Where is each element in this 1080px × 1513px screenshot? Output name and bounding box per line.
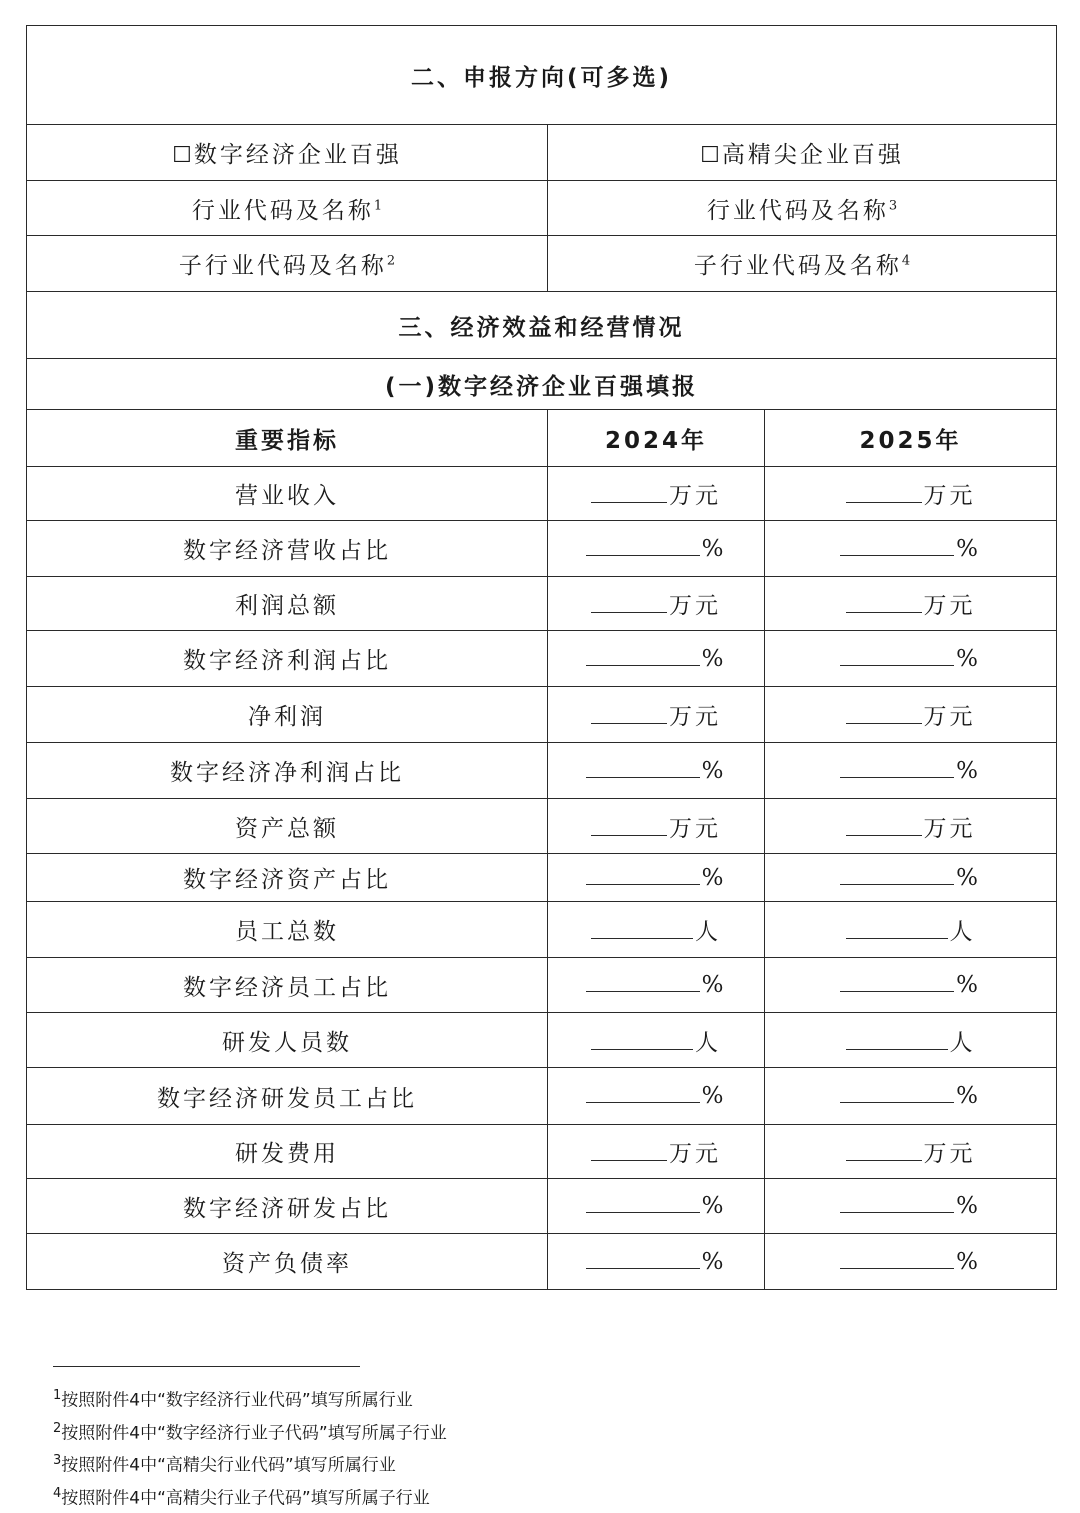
footnote-number: 3 (53, 1453, 62, 1469)
option-high-tech-label: 高精尖企业百强 (721, 142, 904, 168)
checkbox-icon[interactable]: ☐ (700, 143, 720, 168)
blank-underline[interactable] (840, 1250, 954, 1269)
fill-blank[interactable] (840, 758, 981, 784)
unit-label: % (701, 864, 727, 891)
blank-underline[interactable] (840, 1194, 954, 1213)
application-form-table (26, 25, 1057, 1290)
fill-blank[interactable] (840, 1083, 981, 1109)
blank-underline[interactable] (846, 705, 922, 724)
indicator-row (27, 631, 1057, 687)
unit-label: % (701, 1248, 727, 1275)
indicator-row (27, 687, 1057, 743)
header-indicator: 重要指标 (27, 410, 548, 467)
footnote-number: 4 (53, 1485, 62, 1501)
fill-blank[interactable] (591, 477, 721, 510)
footnotes (53, 1382, 447, 1513)
blank-underline[interactable] (586, 866, 700, 885)
option-high-tech-top100[interactable] (548, 125, 1057, 181)
value-field-2025[interactable] (765, 958, 1057, 1013)
value-field-2025[interactable] (765, 467, 1057, 521)
fill-blank[interactable] (591, 587, 721, 620)
value-field-2025[interactable] (765, 521, 1057, 577)
unit-label: % (956, 1248, 981, 1275)
section3-title: 三、经济效益和经营情况 (27, 292, 1057, 359)
blank-underline[interactable] (840, 973, 954, 992)
unit-label: 万元 (923, 704, 976, 730)
fill-blank[interactable] (586, 1083, 727, 1109)
fill-blank[interactable] (591, 1135, 721, 1168)
value-field-2024[interactable] (548, 1179, 765, 1234)
value-field-2024[interactable] (548, 1068, 765, 1125)
fill-blank[interactable] (840, 1193, 981, 1219)
unit-label: % (701, 1193, 727, 1219)
indicator-row (27, 743, 1057, 799)
sub-industry-code-label: 子行业代码及名称 (693, 253, 902, 279)
blank-underline[interactable] (586, 759, 700, 778)
blank-underline[interactable] (586, 1084, 700, 1103)
value-field-2025[interactable] (765, 687, 1057, 743)
blank-underline[interactable] (586, 973, 700, 992)
unit-label: % (956, 1083, 981, 1109)
blank-underline[interactable] (846, 1031, 948, 1050)
value-field-2024[interactable] (548, 577, 765, 631)
fill-blank[interactable] (840, 865, 981, 891)
unit-label: 万元 (923, 1141, 976, 1167)
fill-blank[interactable] (840, 646, 981, 672)
blank-underline[interactable] (586, 1250, 700, 1269)
industry-code-field-left[interactable] (27, 181, 548, 236)
indicator-label: 研发人员数 (27, 1013, 548, 1068)
unit-label: 万元 (923, 815, 976, 842)
footnote-item (53, 1447, 447, 1480)
value-field-2024[interactable] (548, 631, 765, 687)
footnote-ref: 2 (386, 253, 396, 269)
indicator-row (27, 854, 1057, 902)
footnote-ref: 4 (901, 253, 911, 269)
indicator-header-row (27, 410, 1057, 467)
sub-industry-code-row (27, 236, 1057, 292)
unit-label: 万元 (669, 1141, 721, 1167)
indicator-row (27, 799, 1057, 854)
footnote-item (53, 1480, 447, 1513)
value-field-2024[interactable] (548, 467, 765, 521)
footnote-text: 按照附件4中“数字经济行业代码”填写所属行业 (61, 1390, 413, 1411)
blank-underline[interactable] (840, 1084, 954, 1103)
blank-underline[interactable] (591, 484, 667, 503)
indicator-row (27, 1013, 1057, 1068)
industry-code-field-right[interactable] (548, 181, 1057, 236)
unit-label: % (701, 1083, 727, 1109)
footnote-separator (53, 1366, 360, 1367)
unit-label: 万元 (669, 704, 721, 730)
indicator-label: 员工总数 (27, 902, 548, 958)
value-field-2024[interactable] (548, 521, 765, 577)
indicator-label: 资产总额 (27, 799, 548, 854)
unit-label: 万元 (923, 483, 976, 509)
blank-underline[interactable] (846, 1142, 922, 1161)
value-field-2024[interactable] (548, 1234, 765, 1290)
blank-underline[interactable] (846, 817, 922, 836)
footnote-text: 按照附件4中“高精尖行业子代码”填写所属子行业 (61, 1488, 430, 1509)
unit-label: 人 (695, 1029, 721, 1056)
value-field-2024[interactable] (548, 902, 765, 958)
fill-blank[interactable] (591, 698, 721, 731)
unit-label: 人 (695, 919, 721, 945)
unit-label: % (701, 535, 727, 562)
indicator-label: 数字经济营收占比 (27, 521, 548, 577)
indicator-row (27, 1125, 1057, 1179)
value-field-2025[interactable] (765, 1013, 1057, 1068)
section2-title-row (27, 26, 1057, 125)
fill-blank[interactable] (586, 972, 727, 998)
fill-blank[interactable] (586, 1193, 727, 1219)
indicator-label: 数字经济资产占比 (27, 854, 548, 902)
indicator-label: 资产负债率 (27, 1234, 548, 1290)
fill-blank[interactable] (591, 1024, 721, 1057)
industry-code-label: 行业代码及名称 (706, 197, 889, 224)
blank-underline[interactable] (591, 817, 667, 836)
blank-underline[interactable] (840, 537, 954, 556)
fill-blank[interactable] (846, 587, 976, 620)
blank-underline[interactable] (846, 484, 922, 503)
direction-options-row (27, 125, 1057, 181)
unit-label: 万元 (923, 593, 976, 619)
indicator-row (27, 521, 1057, 577)
blank-underline[interactable] (840, 866, 954, 885)
unit-label: 人 (949, 1029, 976, 1056)
sub-industry-code-field-right[interactable] (548, 236, 1057, 292)
section3-subtitle: (一)数字经济企业百强填报 (27, 359, 1057, 410)
fill-blank[interactable] (846, 913, 976, 946)
footnote-number: 1 (53, 1388, 62, 1403)
industry-code-label: 行业代码及名称 (191, 197, 374, 224)
value-field-2024[interactable] (548, 1125, 765, 1179)
sub-industry-code-label: 子行业代码及名称 (178, 253, 387, 279)
unit-label: 万元 (669, 593, 721, 619)
footnote-ref: 3 (888, 197, 898, 213)
blank-underline[interactable] (586, 537, 700, 556)
indicator-label: 研发费用 (27, 1125, 548, 1179)
value-field-2024[interactable] (548, 687, 765, 743)
footnote-item (53, 1415, 447, 1448)
fill-blank[interactable] (846, 810, 976, 843)
value-field-2024[interactable] (548, 743, 765, 799)
checkbox-icon[interactable]: ☐ (172, 143, 192, 168)
value-field-2024[interactable] (548, 854, 765, 902)
value-field-2024[interactable] (548, 958, 765, 1013)
value-field-2025[interactable] (765, 1125, 1057, 1179)
blank-underline[interactable] (591, 920, 693, 939)
fill-blank[interactable] (591, 913, 721, 946)
fill-blank[interactable] (846, 1135, 976, 1168)
blank-underline[interactable] (846, 920, 948, 939)
indicator-row (27, 1068, 1057, 1125)
value-field-2025[interactable] (765, 1068, 1057, 1125)
footnote-ref: 1 (373, 197, 383, 213)
indicator-label: 净利润 (27, 687, 548, 743)
indicator-label: 数字经济利润占比 (27, 631, 548, 687)
value-field-2025[interactable] (765, 854, 1057, 902)
fill-blank[interactable] (586, 758, 727, 784)
sub-industry-code-field-left[interactable] (27, 236, 548, 292)
section3-subtitle-row (27, 359, 1057, 410)
blank-underline[interactable] (846, 594, 922, 613)
blank-underline[interactable] (591, 1142, 667, 1161)
value-field-2025[interactable] (765, 631, 1057, 687)
header-year-2025: 2025年 (765, 410, 1057, 467)
value-field-2024[interactable] (548, 799, 765, 854)
indicator-row (27, 902, 1057, 958)
blank-underline[interactable] (591, 594, 667, 613)
fill-blank[interactable] (586, 1249, 727, 1275)
indicator-label: 营业收入 (27, 467, 548, 521)
fill-blank[interactable] (840, 536, 981, 562)
section2-title: 二、申报方向(可多选) (27, 26, 1057, 125)
indicator-label: 利润总额 (27, 577, 548, 631)
fill-blank[interactable] (591, 810, 721, 843)
blank-underline[interactable] (840, 647, 954, 666)
unit-label: 万元 (669, 815, 721, 842)
fill-blank[interactable] (586, 865, 727, 891)
footnote-text: 按照附件4中“高精尖行业代码”填写所属行业 (61, 1455, 396, 1476)
value-field-2024[interactable] (548, 1013, 765, 1068)
indicator-row (27, 958, 1057, 1013)
section3-title-row (27, 292, 1057, 359)
value-field-2025[interactable] (765, 1179, 1057, 1234)
footnote-text: 按照附件4中“数字经济行业子代码”填写所属子行业 (61, 1423, 447, 1444)
fill-blank[interactable] (586, 646, 727, 672)
fill-blank[interactable] (846, 1024, 976, 1057)
indicator-row (27, 1179, 1057, 1234)
fill-blank[interactable] (846, 698, 976, 731)
industry-code-row (27, 181, 1057, 236)
footnote-number: 2 (53, 1420, 62, 1436)
blank-underline[interactable] (591, 1031, 693, 1050)
blank-underline[interactable] (586, 1194, 700, 1213)
fill-blank[interactable] (840, 972, 981, 998)
indicator-row (27, 467, 1057, 521)
indicator-label: 数字经济员工占比 (27, 958, 548, 1013)
option-digital-economy-top100[interactable] (27, 125, 548, 181)
indicator-label: 数字经济研发占比 (27, 1179, 548, 1234)
fill-blank[interactable] (846, 477, 976, 510)
indicator-label: 数字经济研发员工占比 (27, 1068, 548, 1125)
unit-label: % (956, 757, 981, 784)
indicator-label: 数字经济净利润占比 (27, 743, 548, 799)
value-field-2025[interactable] (765, 743, 1057, 799)
unit-label: % (701, 757, 727, 784)
unit-label: % (956, 972, 981, 998)
option-digital-economy-label: 数字经济企业百强 (193, 142, 402, 168)
unit-label: % (956, 1193, 981, 1219)
unit-label: % (956, 535, 981, 562)
blank-underline[interactable] (586, 647, 700, 666)
value-field-2025[interactable] (765, 577, 1057, 631)
unit-label: % (701, 972, 727, 998)
value-field-2025[interactable] (765, 1234, 1057, 1290)
unit-label: % (956, 864, 981, 891)
blank-underline[interactable] (840, 759, 954, 778)
indicator-row (27, 577, 1057, 631)
header-year-2024: 2024年 (548, 410, 765, 467)
value-field-2025[interactable] (765, 799, 1057, 854)
blank-underline[interactable] (591, 705, 667, 724)
fill-blank[interactable] (586, 536, 727, 562)
unit-label: % (701, 645, 727, 672)
value-field-2025[interactable] (765, 902, 1057, 958)
footnote-item (53, 1382, 447, 1415)
indicator-row (27, 1234, 1057, 1290)
unit-label: % (956, 645, 981, 672)
unit-label: 人 (949, 919, 976, 945)
unit-label: 万元 (669, 483, 721, 509)
fill-blank[interactable] (840, 1249, 981, 1275)
